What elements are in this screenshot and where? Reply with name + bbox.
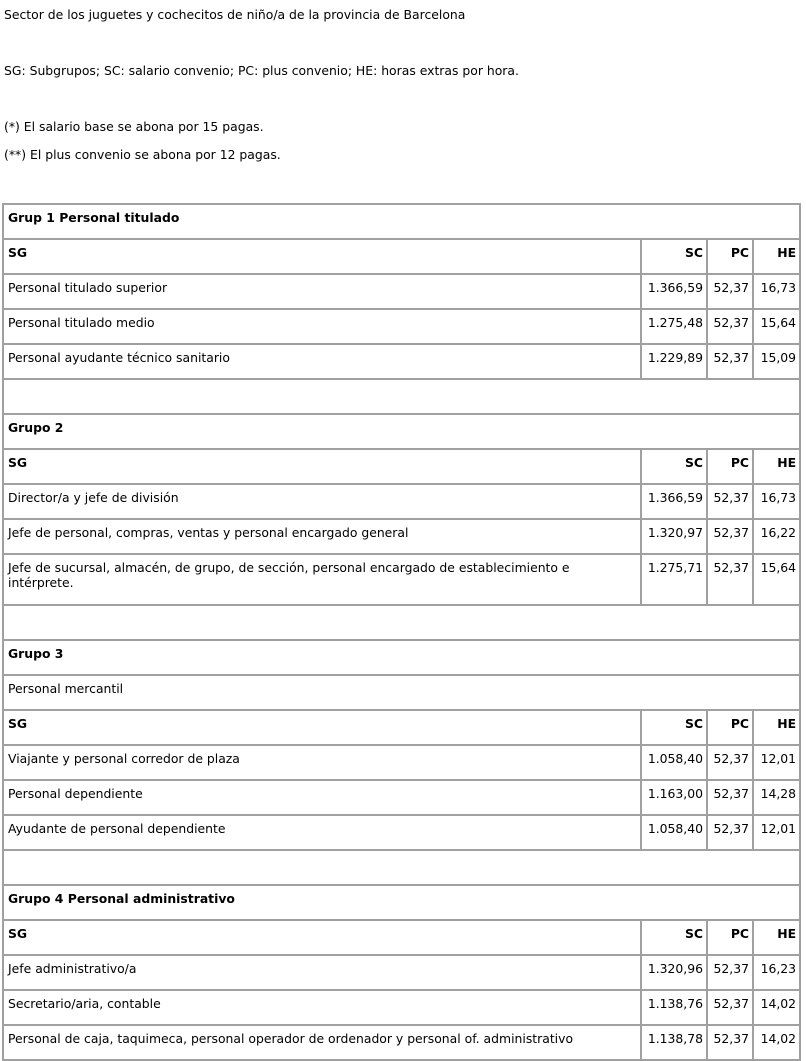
table-row: [3, 274, 800, 309]
subgroup-name: Director/a y jefe de división: [3, 484, 641, 519]
document-title: Sector de los juguetes y cochecitos de niño/a de la provincia de Barcelona: [4, 7, 466, 22]
salario-convenio: 1.320,96: [641, 955, 707, 990]
plus-convenio: 52,37: [707, 815, 753, 850]
subgroup-name: Personal ayudante técnico sanitario: [3, 344, 641, 379]
header-he: HE: [753, 710, 800, 745]
spacer-row: [3, 379, 800, 414]
plus-convenio: 52,37: [707, 554, 753, 605]
group-title: Grupo 3: [3, 640, 800, 675]
spacer-cell: [3, 379, 800, 414]
subgroup-name: Personal dependiente: [3, 780, 641, 815]
horas-extras: 16,22: [753, 519, 800, 554]
salario-convenio: 1.058,40: [641, 815, 707, 850]
plus-convenio: 52,37: [707, 274, 753, 309]
horas-extras: 14,28: [753, 780, 800, 815]
table-row: [3, 484, 800, 519]
group-title-row: [3, 885, 800, 920]
horas-extras: 12,01: [753, 815, 800, 850]
subgroup-name: Personal de caja, taquimeca, personal operador de ordenador y personal of. administrativo: [3, 1025, 641, 1060]
salario-convenio: 1.058,40: [641, 745, 707, 780]
plus-convenio: 52,37: [707, 519, 753, 554]
table-row: [3, 519, 800, 554]
salario-convenio: 1.163,00: [641, 780, 707, 815]
table-row: [3, 815, 800, 850]
plus-convenio: 52,37: [707, 745, 753, 780]
header-pc: PC: [707, 920, 753, 955]
subgroup-name: Jefe de sucursal, almacén, de grupo, de sección, personal encargado de establecimiento e intérprete.: [3, 554, 641, 605]
subgroup-name: Ayudante de personal dependiente: [3, 815, 641, 850]
subgroup-name: Personal titulado medio: [3, 309, 641, 344]
header-pc: PC: [707, 239, 753, 274]
horas-extras: 14,02: [753, 1025, 800, 1060]
column-header-row: [3, 449, 800, 484]
salario-convenio: 1.275,71: [641, 554, 707, 605]
header-sc: SC: [641, 710, 707, 745]
group-subtitle: Personal mercantil: [3, 675, 800, 710]
subgroup-name: Secretario/aria, contable: [3, 990, 641, 1025]
header-sg: SG: [3, 710, 641, 745]
table-row: [3, 745, 800, 780]
spacer-row: [3, 850, 800, 885]
salary-table: [2, 203, 801, 1061]
table-row: [3, 344, 800, 379]
salario-convenio: 1.366,59: [641, 484, 707, 519]
group-title-row: [3, 414, 800, 449]
header-pc: PC: [707, 710, 753, 745]
table-row: [3, 955, 800, 990]
group-title-row: [3, 204, 800, 239]
table-row: [3, 1025, 800, 1060]
column-header-row: [3, 710, 800, 745]
header-he: HE: [753, 239, 800, 274]
table-row: [3, 309, 800, 344]
header-sc: SC: [641, 920, 707, 955]
note-salary: (*) El salario base se abona por 15 pagas.: [4, 119, 264, 134]
plus-convenio: 52,37: [707, 1025, 753, 1060]
plus-convenio: 52,37: [707, 955, 753, 990]
header-pc: PC: [707, 449, 753, 484]
horas-extras: 12,01: [753, 745, 800, 780]
table-row: [3, 554, 800, 605]
header-sg: SG: [3, 449, 641, 484]
spacer-row: [3, 605, 800, 640]
horas-extras: 15,64: [753, 309, 800, 344]
header-sc: SC: [641, 449, 707, 484]
horas-extras: 16,73: [753, 274, 800, 309]
subgroup-name: Personal titulado superior: [3, 274, 641, 309]
table-row: [3, 780, 800, 815]
horas-extras: 14,02: [753, 990, 800, 1025]
group-title-row: [3, 640, 800, 675]
horas-extras: 16,73: [753, 484, 800, 519]
note-plus: (**) El plus convenio se abona por 12 pagas.: [4, 147, 281, 162]
subgroup-name: Jefe de personal, compras, ventas y personal encargado general: [3, 519, 641, 554]
table-row: [3, 990, 800, 1025]
plus-convenio: 52,37: [707, 484, 753, 519]
subgroup-name: Viajante y personal corredor de plaza: [3, 745, 641, 780]
horas-extras: 16,23: [753, 955, 800, 990]
plus-convenio: 52,37: [707, 780, 753, 815]
horas-extras: 15,64: [753, 554, 800, 605]
group-title: Grupo 4 Personal administrativo: [3, 885, 800, 920]
subgroup-name: Jefe administrativo/a: [3, 955, 641, 990]
header-sg: SG: [3, 920, 641, 955]
plus-convenio: 52,37: [707, 344, 753, 379]
group-title: Grup 1 Personal titulado: [3, 204, 800, 239]
header-he: HE: [753, 920, 800, 955]
header-he: HE: [753, 449, 800, 484]
header-sg: SG: [3, 239, 641, 274]
spacer-cell: [3, 605, 800, 640]
plus-convenio: 52,37: [707, 990, 753, 1025]
salario-convenio: 1.138,76: [641, 990, 707, 1025]
horas-extras: 15,09: [753, 344, 800, 379]
salario-convenio: 1.138,78: [641, 1025, 707, 1060]
group-subtitle-row: [3, 675, 800, 710]
group-title: Grupo 2: [3, 414, 800, 449]
spacer-cell: [3, 850, 800, 885]
column-header-row: [3, 920, 800, 955]
header-sc: SC: [641, 239, 707, 274]
plus-convenio: 52,37: [707, 309, 753, 344]
column-header-row: [3, 239, 800, 274]
salario-convenio: 1.320,97: [641, 519, 707, 554]
salario-convenio: 1.366,59: [641, 274, 707, 309]
salario-convenio: 1.275,48: [641, 309, 707, 344]
legend-text: SG: Subgrupos; SC: salario convenio; PC: plus convenio; HE: horas extras por hora.: [4, 63, 519, 78]
salario-convenio: 1.229,89: [641, 344, 707, 379]
